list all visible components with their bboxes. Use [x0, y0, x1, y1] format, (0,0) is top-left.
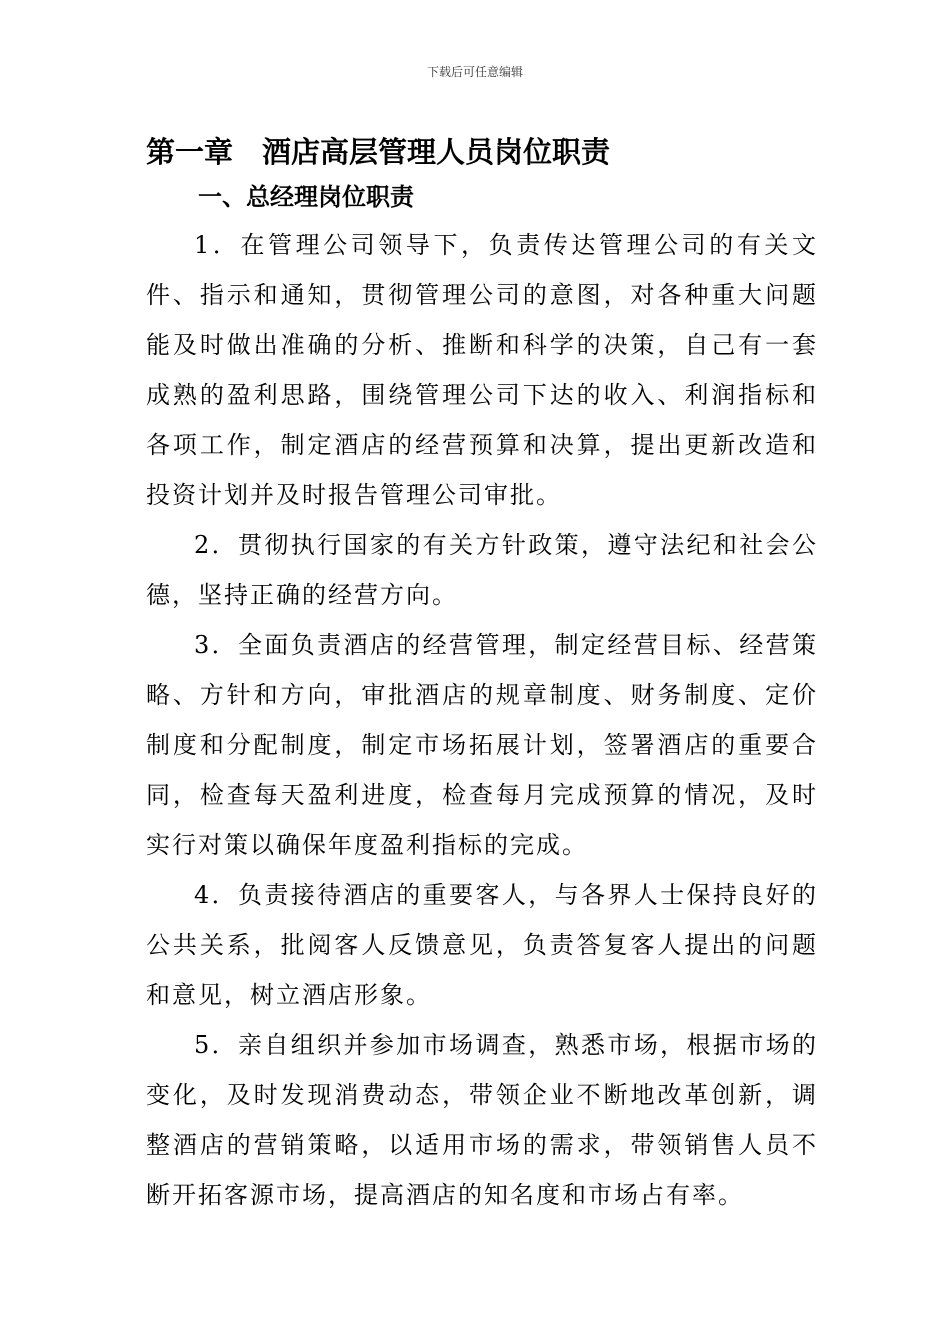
paragraph-item-1: 1．在管理公司领导下，负责传达管理公司的有关文件、指示和通知，贯彻管理公司的意图，对各种重大问题能及时做出准确的分析、推断和科学的决策，自己有一套成熟的盈利思路，围绕管理公司下达的收入、利润指标和各项工作，制定酒店的经营预算和决算，提出更新改造和投资计划并及时报告管理公司审批。	[146, 231, 818, 509]
paragraph-item-3: 3．全面负责酒店的经营管理，制定经营目标、经营策略、方针和方向，审批酒店的规章制度、财务制度、定价制度和分配制度，制定市场拓展计划，签署酒店的重要合同，检查每天盈利进度，检查每月完成预算的情况，及时实行对策以确保年度盈利指标的完成。	[146, 631, 818, 859]
document-body	[146, 130, 818, 1220]
page-header-note: 下载后可任意编辑	[426, 65, 523, 79]
chapter-title: 第一章 酒店高层管理人员岗位职责	[146, 135, 611, 169]
paragraph-item-4: 4．负责接待酒店的重要客人，与各界人士保持良好的公共关系，批阅客人反馈意见，负责答复客人提出的问题和意见，树立酒店形象。	[146, 881, 818, 1009]
paragraph-item-5: 5．亲自组织并参加市场调查，熟悉市场，根据市场的变化，及时发现消费动态，带领企业不断地改革创新，调整酒店的营销策略，以适用市场的需求，带领销售人员不断开拓客源市场，提高酒店的知名度和市场占有率。	[146, 1031, 818, 1209]
section-title: 一、总经理岗位职责	[198, 182, 414, 211]
paragraph-item-2: 2．贯彻执行国家的有关方针政策，遵守法纪和社会公德，坚持正确的经营方向。	[146, 531, 818, 609]
